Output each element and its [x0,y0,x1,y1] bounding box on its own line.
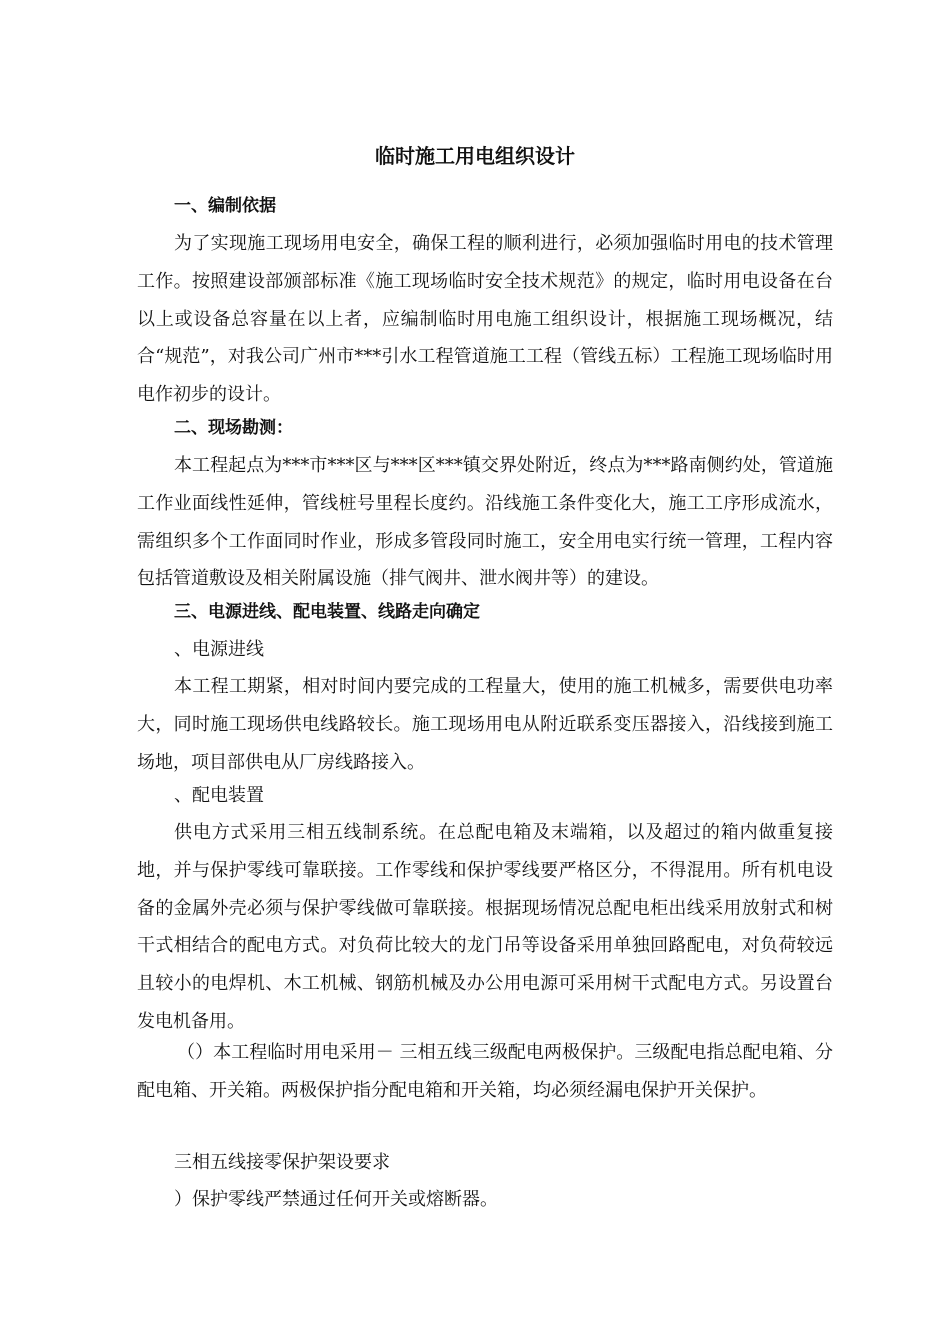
subheading-power-intake: 、电源进线 [174,639,264,660]
section-heading-survey: 二、现场勘测： [174,418,293,438]
paragraph-distribution: 供电方式采用三相五线制系统。在总配电箱及末端箱，以及超过的箱内做重复接地，并与保护零线可靠联接。工作零线和保护零线要严格区分，不得混用。所有机电设备的金属外壳必须与保护零线做可靠联接。根据现场情况总配电柜出线采用放射式和树干式相结合的配电方式。对负荷比较大的龙门吊等设备采用单独回路配电，对负荷较远且较小的电焊机、木工机械、钢筋机械及办公用电源可采用树干式配电方式。另设置台发电机备用。 [137,822,833,1032]
list-item-protective-neutral: ）保护零线严禁通过任何开关或熔断器。 [174,1189,498,1210]
paragraph-basis: 为了实现施工现场用电安全，确保工程的顺利进行，必须加强临时用电的技术管理工作。按照建设部颁部标准《施工现场临时安全技术规范》的规定，临时用电设备在台以上或设备总容量在以上者，应编制临时用电施工组织设计，根据施工现场概况，结合“规范”，对我公司广州市***引水工程管道施工工程（管线五标）工程施工现场临时用电作初步的设计。 [137,233,833,406]
section-heading-power: 三、电源进线、配电装置、线路走向确定 [174,602,480,622]
page-title: 临时施工用电组织设计 [375,144,575,168]
section-heading-basis: 一、编制依据 [174,196,276,216]
paragraph-power-intake: 本工程工期紧，相对时间内要完成的工程量大，使用的施工机械多，需要供电功率大，同时施工现场供电线路较长。施工现场用电从附近联系变压器接入，沿线接到施工场地，项目部供电从厂房线路接入。 [137,676,833,773]
subheading-grounding: 三相五线接零保护架设要求 [174,1152,390,1173]
subheading-distribution: 、配电装置 [174,785,264,806]
list-item-three-level: （）本工程临时用电采用－ 三相五线三级配电两极保护。三级配电指总配电箱、分配电箱、开关箱。两极保护指分配电箱和开关箱，均必须经漏电保护开关保护。 [137,1042,833,1101]
paragraph-survey: 本工程起点为***市***区与***区***镇交界处附近，终点为***路南侧约处，管道施工作业面线性延伸，管线桩号里程长度约。沿线施工条件变化大，施工工序形成流水，需组织多个工作面同时作业，形成多管段同时施工，安全用电实行统一管理，工程内容包括管道敷设及相关附属设施（排气阀井、泄水阀井等）的建设。 [137,455,833,590]
